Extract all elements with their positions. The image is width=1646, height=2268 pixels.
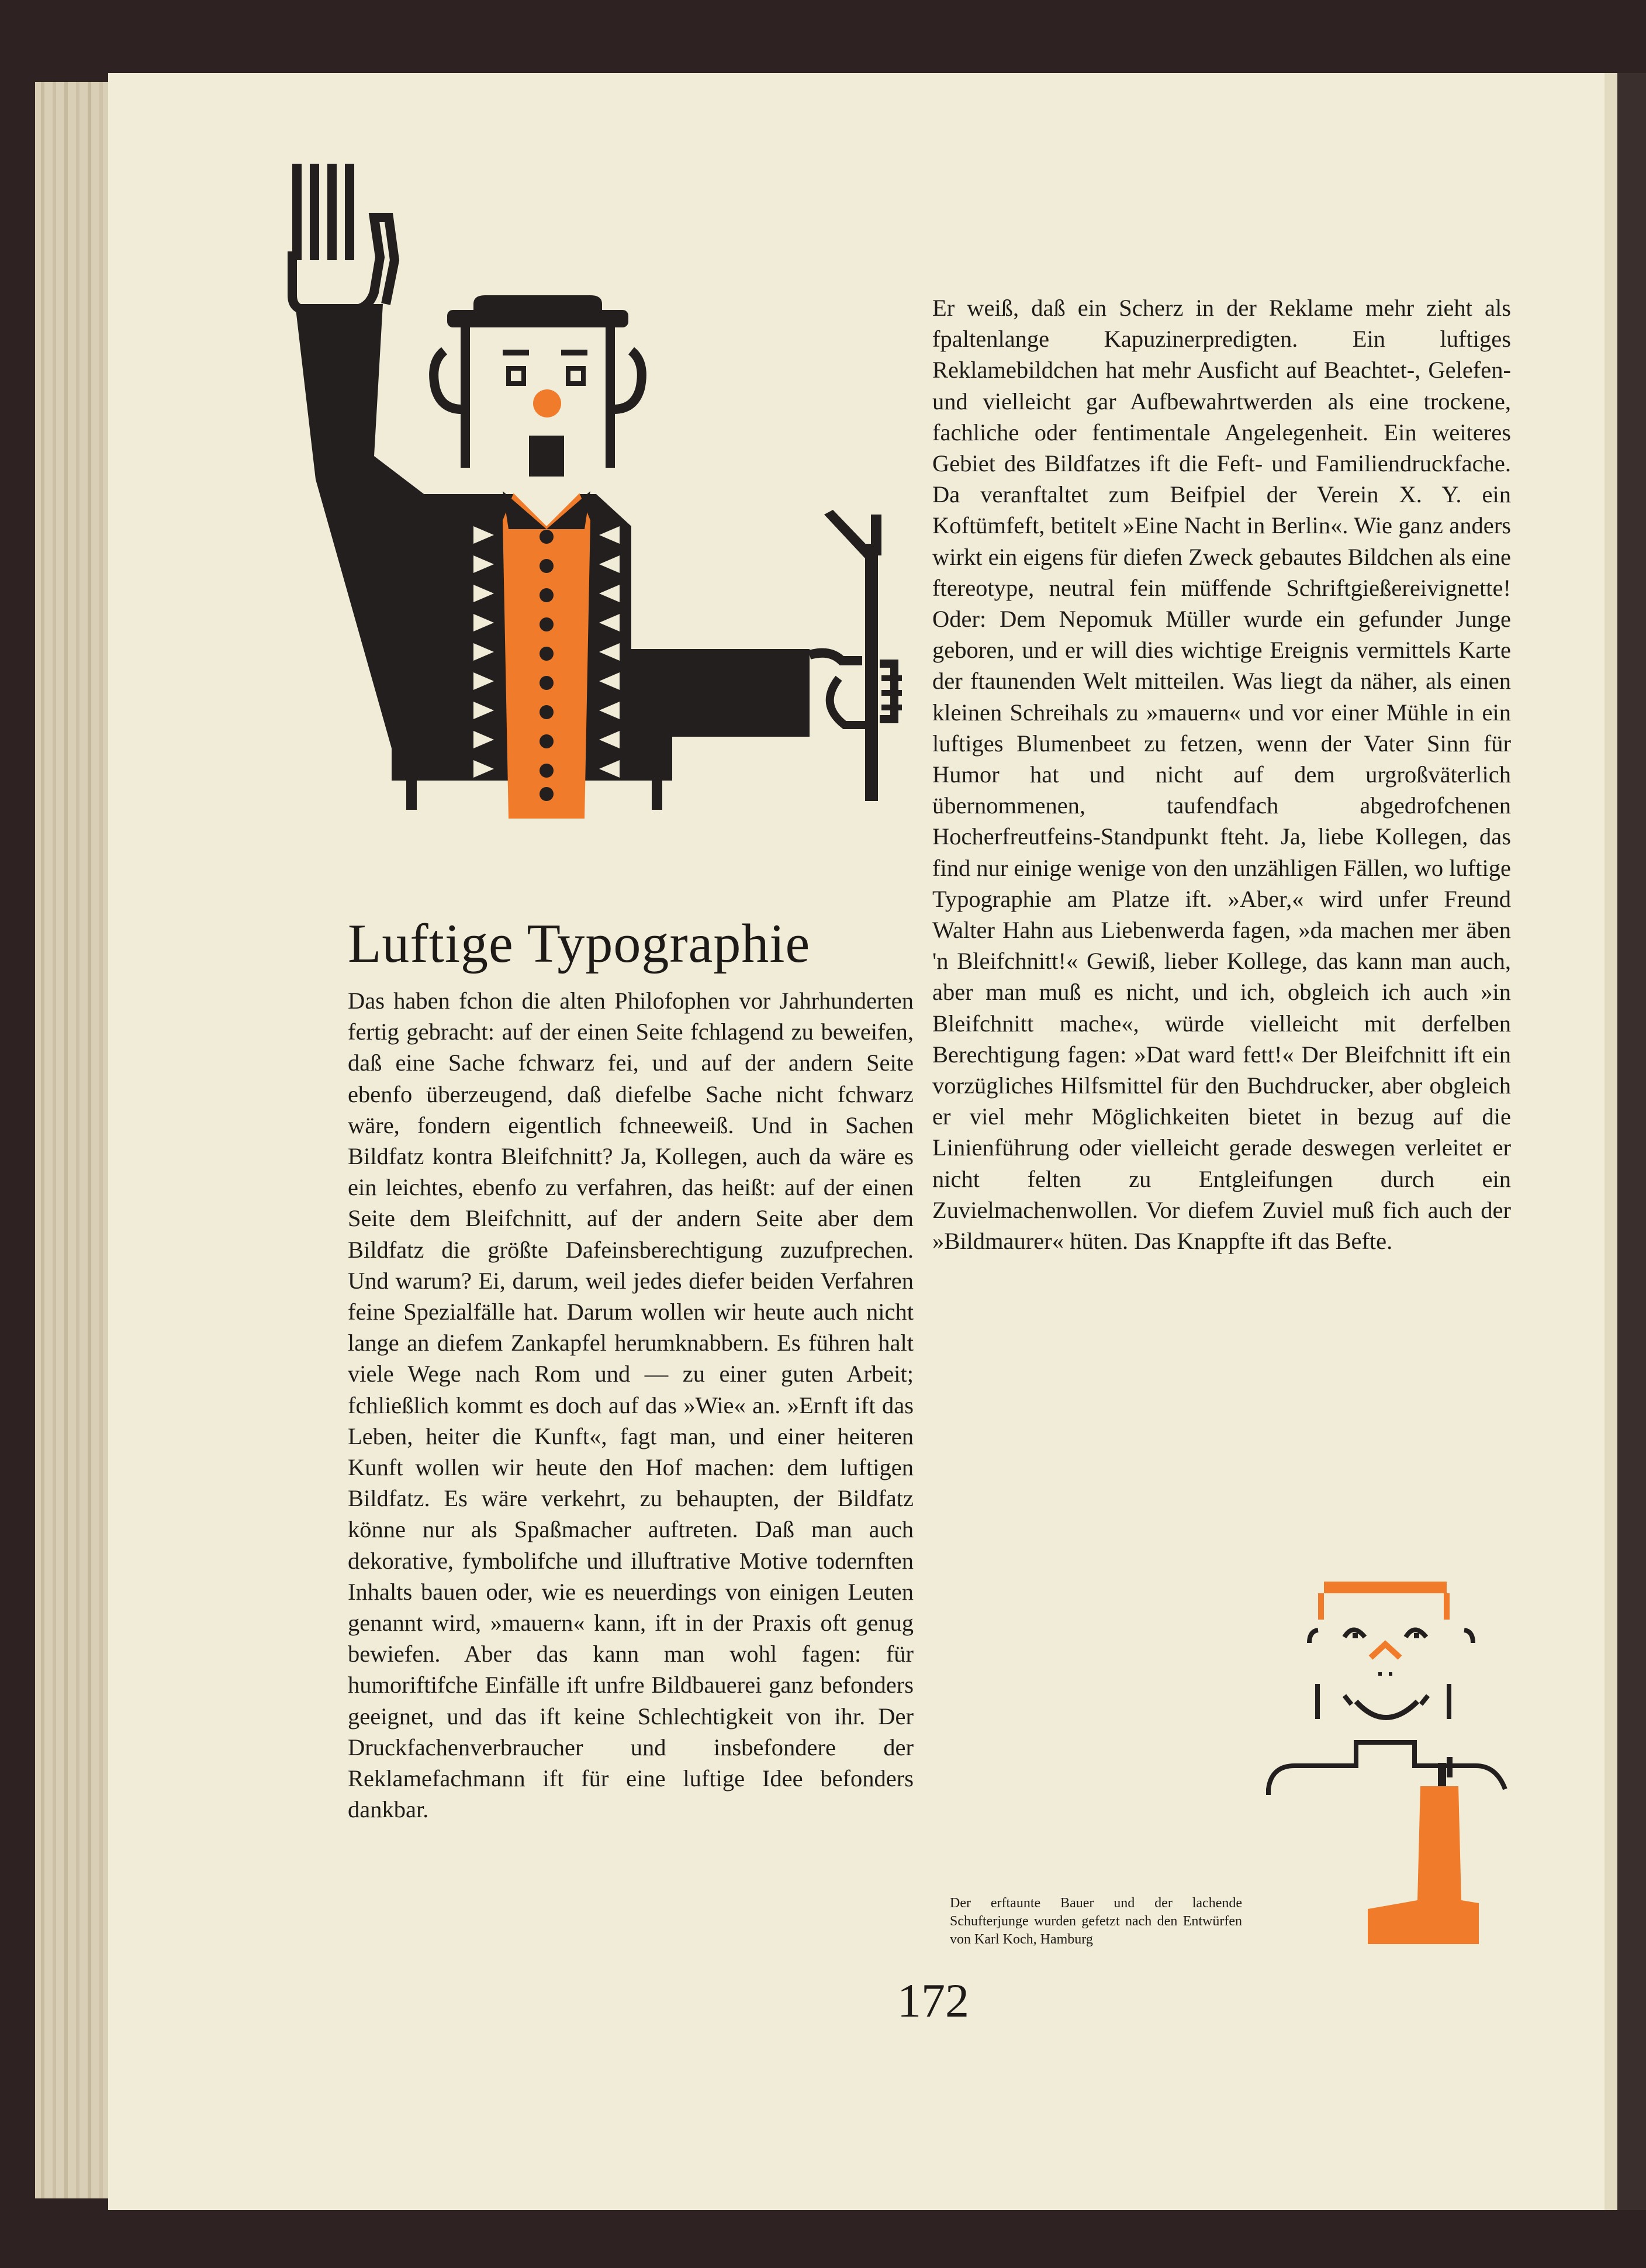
illustration-caption: Der erftaunte Bauer und der lachende Schufterjunge wurden gefetzt nach den Entwürfen von Karl Koch, Hamburg <box>950 1896 1242 1947</box>
page-number: 172 <box>897 1974 969 2027</box>
article-title: Luftige Typographie <box>348 913 811 974</box>
body-text-right-column: Er weiß, daß ein Scherz in der Reklame mehr zieht als fpaltenlange Kapuzinerpredigten. Ein luftiges Reklamebildchen hat mehr Ausficht auf Beachtet-, Gelefen- und vielleicht gar Aufbewahrtwerden als eine trockene, fachliche oder fentimentale Angelegenheit. Ein weiteres Gebiet des Bildfatzes ift die Feft- und Familiendruckfache. Da veranftaltet zum Beifpiel der Verein X. Y. ein Koftümfeft, betitelt »Eine Nacht in Berlin«. Wie ganz anders wirkt ein eigens für diefen Zweck gebautes Bildchen als eine ftereotype, neutral fein müffende Schriftgießereivignette! Oder: Dem Nepomuk Müller wurde ein gefunder Junge geboren, und er will dies wichtige Ereignis vermittels Karte der ftaunenden Welt mitteilen. Was liegt da näher, als einen kleinen Schreihals zu »mauern« und vor einer Mühle in ein luftiges Blumenbeet zu fetzen, wenn der Vater Sinn für Humor hat und nicht auf dem urgroßväterlich übernommenen, taufendfach abgedrofchenen Hocherfreutfeins-Standpunkt fteht. Ja, liebe Kollegen, das find nur einige wenige von den unzähligen Fällen, wo luftige Typographie am Platze ift. »Aber,« wird unfer Freund Walter Hahn aus Liebenwerda fagen, »da machen mer äben 'n Bleifchnitt!« Gewiß, lieber Kollege, das kann man auch, aber man muß es nicht, und ich, obgleich ich auch »in Bleifchnitt mache«, würde vielleicht mit derfelben Berechtigung fagen: »Dat ward fett!« Der Bleifchnitt ift ein vorzügliches Hilfsmittel für den Buchdrucker, aber obgleich er viel mehr Möglichkeiten bietet in bezug auf die Linienführung oder vielleicht gerade deswegen verleitet er nicht felten zu Entgleifungen durch ein Zuvielmachenwollen. Vor diefem Zuviel muß fich auch der »Bildmaurer« hüten. Das Knappfte ift das Befte. <box>932 295 1511 1255</box>
page-edges <box>35 82 111 2198</box>
body-text-left-column: Das haben fchon die alten Philofophen vor Jahrhunderten fertig gebracht: auf der einen Seite fchlagend zu beweifen, daß eine Sache fchwarz fei, und auf der andern Seite ebenfo überzeugend, daß diefelbe Sache nicht fchwarz wäre, fondern eigentlich fchneeweiß. Und in Sachen Bildfatz kontra Bleifchnitt? Ja, Kollegen, auch da wäre es ein leichtes, ebenfo zu verfahren, das heißt: auf der einen Seite dem Bleifchnitt, auf der andern Seite aber dem Bildfatz die größte Dafeinsberechtigung zuzufprechen. Und warum? Ei, darum, weil jedes diefer beiden Verfahren feine Spezialfälle hat. Darum wollen wir heute auch nicht lange an diefem Zankapfel herumknabbern. Es führen halt viele Wege nach Rom und — zu einer guten Arbeit; fchließlich kommt es doch auf das »Wie« an. »Ernft ift das Leben, heiter die Kunft«, fagt man, und einer heiteren Kunft wollen wir heute den Hof machen: dem luftigen Bildfatz. Es wäre verkehrt, zu behaupten, der Bildfatz könne nur als Spaßmacher auftreten. Daß man auch dekorative, fymbolifche und illuftrative Motive todernften Inhalts bauen oder, wie es neuerdings von einigen Leuten genannt wird, »mauern« kann, ift in der Praxis oft genug bewiefen. Aber das kann man wohl fagen: für humoriftifche Einfälle ift unfre Bildbauerei ganz befonders geeignet, und das ift keine Schlechtigkeit von ihr. Der Druckfachenverbraucher und insbefondere der Reklamefachmann ift für eine luftige Idee befonders dankbar. <box>348 988 914 1823</box>
